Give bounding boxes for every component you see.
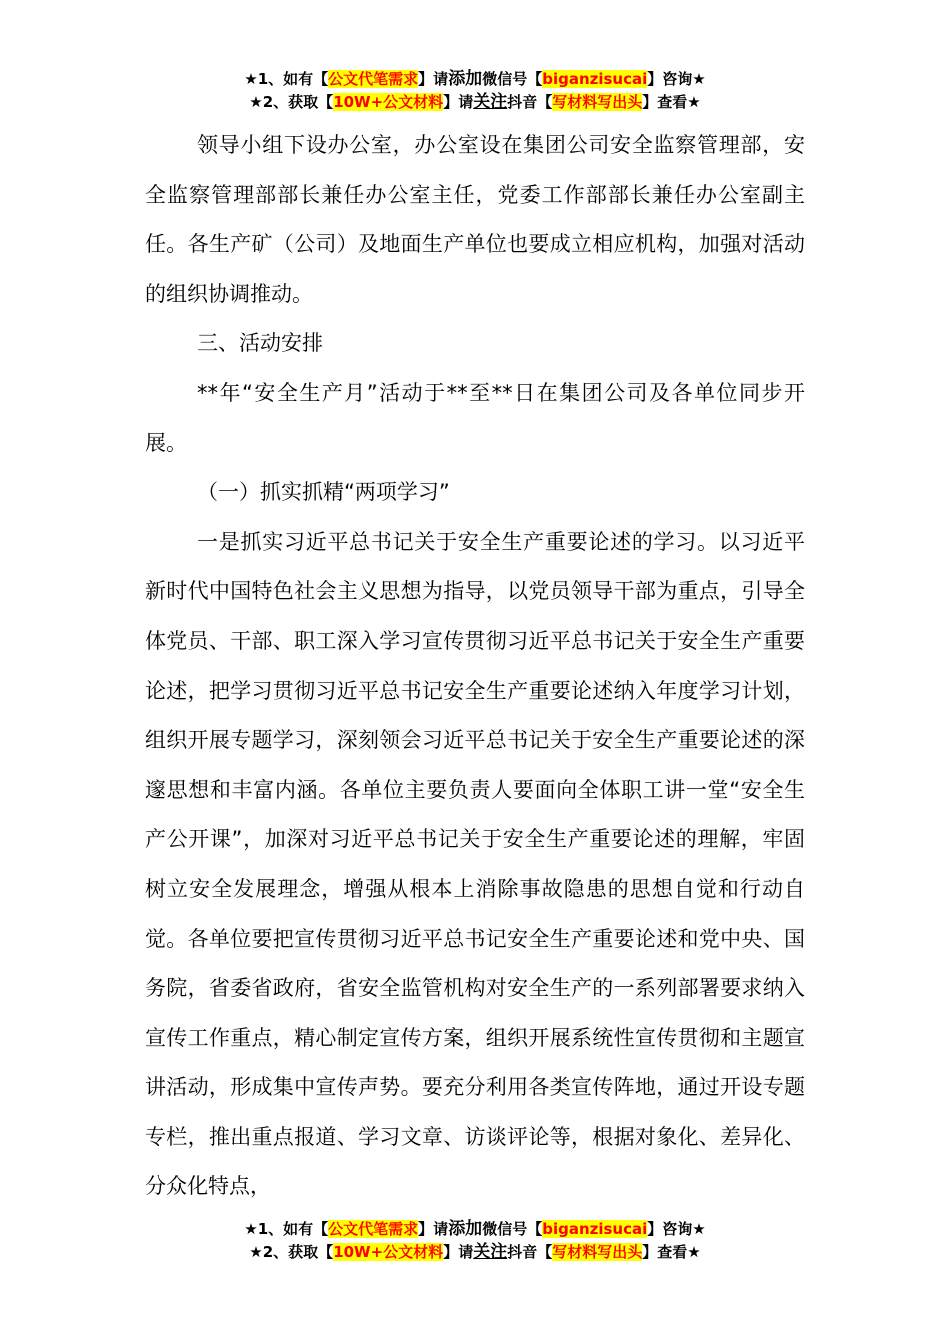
promo-text: 1、如有【 <box>257 1220 329 1238</box>
promo-line-2 <box>0 1241 950 1264</box>
promo-highlight: 写材料写出头 <box>552 1243 643 1261</box>
promo-line-1 <box>0 1218 950 1241</box>
promo-text: 】请 <box>443 93 474 111</box>
promo-text: 2、获取【 <box>262 1243 334 1261</box>
star-icon: ★ <box>249 93 263 111</box>
promo-text: 抖音【 <box>507 1243 553 1261</box>
wechat-id: biganzisucai <box>542 70 648 88</box>
promo-text: 微信号【 <box>482 70 543 88</box>
star-icon: ★ <box>687 93 701 111</box>
paragraph: **年“安全生产月”活动于**至**日在集团公司及各单位同步开展。 <box>145 380 805 455</box>
promo-text: 添加 <box>448 69 483 89</box>
star-icon: ★ <box>692 70 706 88</box>
promo-highlight: 10W+公文材料 <box>333 1243 444 1261</box>
promo-text: 】查看 <box>642 93 688 111</box>
promo-text: 】咨询 <box>647 1220 693 1238</box>
promo-text: 关注 <box>473 92 508 112</box>
section-heading: 三、活动安排 <box>197 331 323 356</box>
promo-text: 抖音【 <box>507 93 553 111</box>
paragraph: 领导小组下设办公室，办公室设在集团公司安全监察管理部，安全监察管理部部长兼任办公室主任，党委工作部部长兼任办公室副主任。各生产矿（公司）及地面生产单位也要成立相应机构，加强对活动的组织协调推动。 <box>145 133 805 306</box>
promo-text: 】请 <box>443 1243 474 1261</box>
promo-line-1 <box>0 68 950 91</box>
promo-highlight: 公文代笔需求 <box>328 70 419 88</box>
promo-highlight: 10W+公文材料 <box>333 93 444 111</box>
star-icon: ★ <box>692 1220 706 1238</box>
promo-text: 】请 <box>418 1220 449 1238</box>
promo-banner-bottom <box>0 1218 950 1264</box>
star-icon: ★ <box>687 1243 701 1261</box>
promo-text: 添加 <box>448 1219 483 1239</box>
star-icon: ★ <box>244 70 258 88</box>
promo-text: 2、获取【 <box>262 93 334 111</box>
promo-highlight: 写材料写出头 <box>552 93 643 111</box>
star-icon: ★ <box>249 1243 263 1261</box>
promo-text: 1、如有【 <box>257 70 329 88</box>
promo-text: 微信号【 <box>482 1220 543 1238</box>
subsection-heading: （一）抓实抓精“两项学习” <box>197 480 450 505</box>
promo-text: 】查看 <box>642 1243 688 1261</box>
document-body <box>145 121 805 1212</box>
promo-highlight: 公文代笔需求 <box>328 1220 419 1238</box>
promo-text: 】咨询 <box>647 70 693 88</box>
promo-text: 关注 <box>473 1242 508 1262</box>
paragraph: 一是抓实习近平总书记关于安全生产重要论述的学习。以习近平新时代中国特色社会主义思想为指导，以党员领导干部为重点，引导全体党员、干部、职工深入学习宣传贯彻习近平总书记关于安全生产重要论述，把学习贯彻习近平总书记安全生产重要论述纳入年度学习计划，组织开展专题学习，深刻领会习近平总书记关于安全生产重要论述的深邃思想和丰富内涵。各单位主要负责人要面向全体职工讲一堂“安全生产公开课”，加深对习近平总书记关于安全生产重要论述的理解，牢固树立安全发展理念，增强从根本上消除事故隐患的思想自觉和行动自觉。各单位要把宣传贯彻习近平总书记安全生产重要论述和党中央、国务院，省委省政府，省安全监管机构对安全生产的一系列部署要求纳入宣传工作重点，精心制定宣传方案，组织开展系统性宣传贯彻和主题宣讲活动，形成集中宣传声势。要充分利用各类宣传阵地，通过开设专题专栏，推出重点报道、学习文章、访谈评论等，根据对象化、差异化、分众化特点， <box>145 529 805 1199</box>
star-icon: ★ <box>244 1220 258 1238</box>
promo-text: 】请 <box>418 70 449 88</box>
promo-line-2 <box>0 91 950 114</box>
wechat-id: biganzisucai <box>542 1220 648 1238</box>
promo-banner-top <box>0 68 950 114</box>
